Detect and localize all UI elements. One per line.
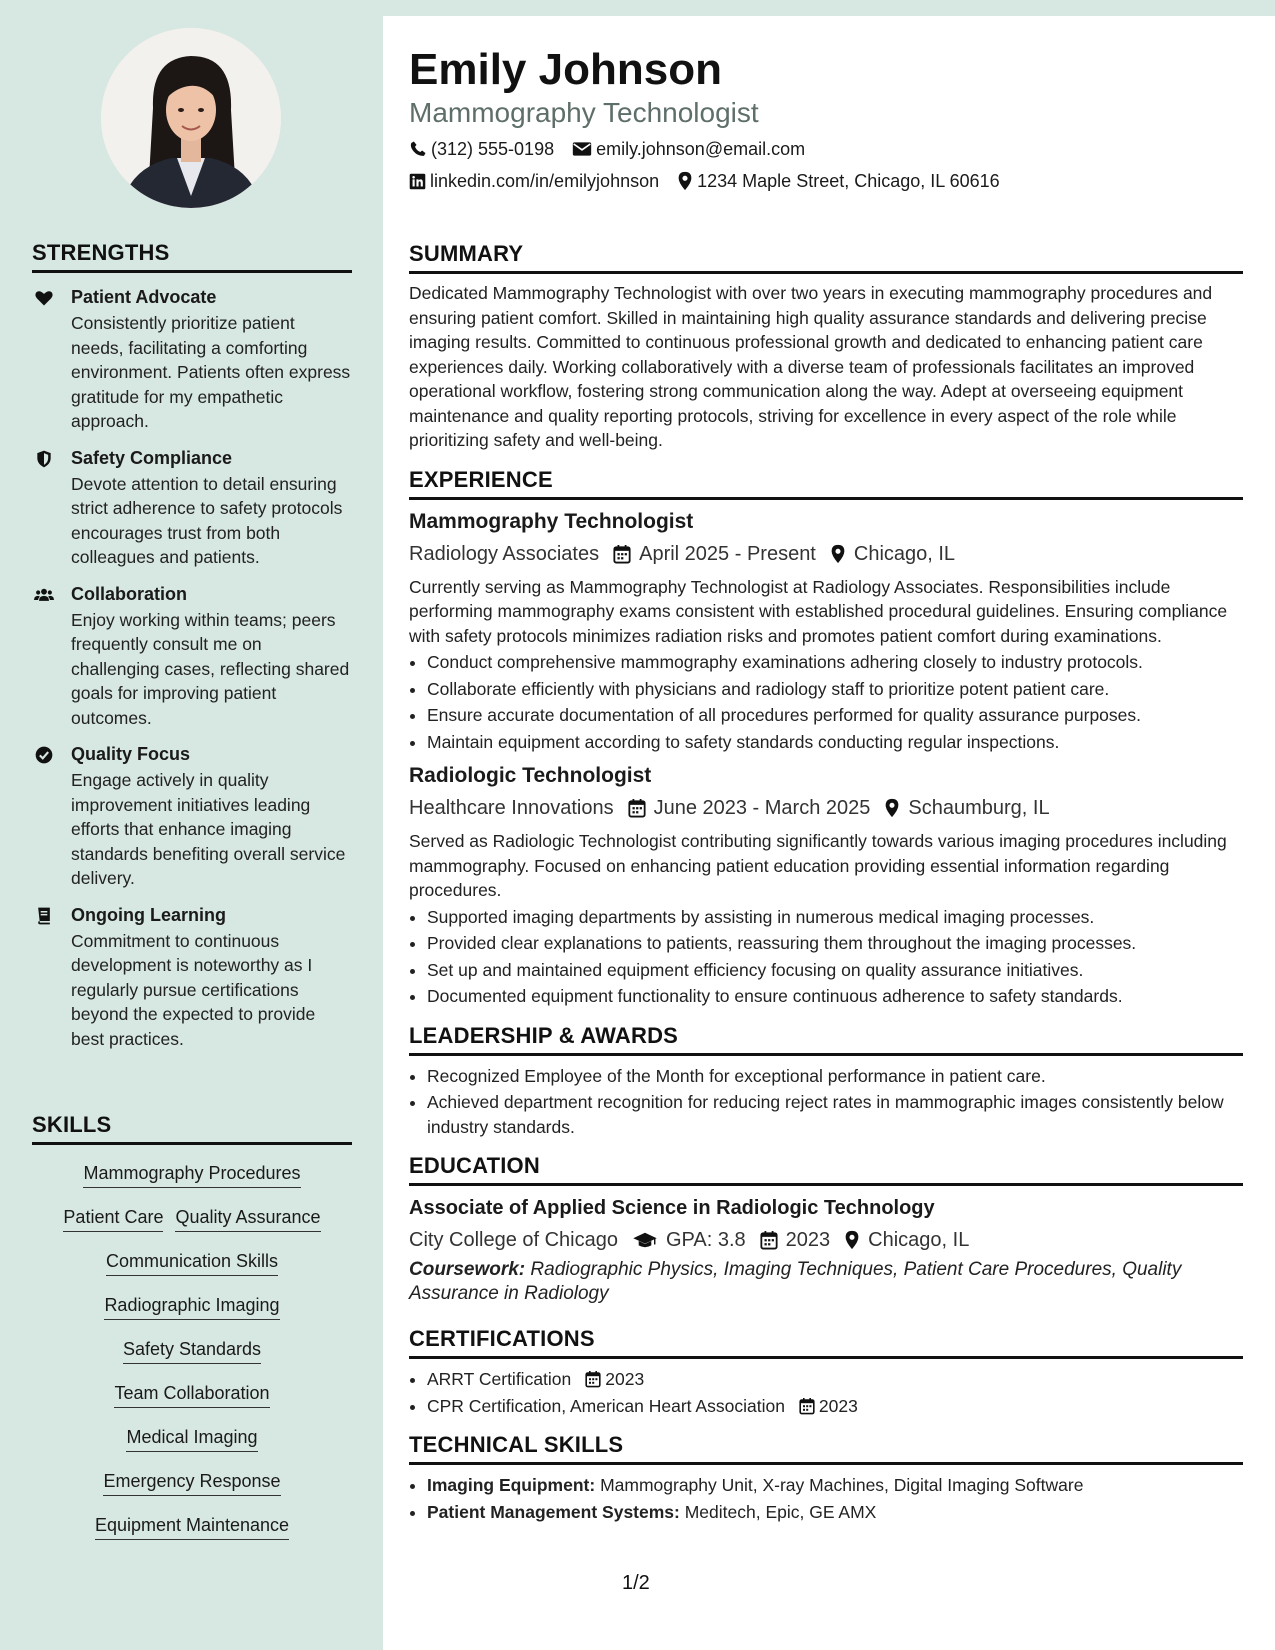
strength-item [32,743,352,891]
profile-photo [101,28,281,208]
leadership-heading: LEADERSHIP & AWARDS [409,1023,1243,1056]
coursework [409,1258,1243,1306]
calendar-icon [760,1230,778,1250]
email-text: emily.johnson@email.com [596,139,806,159]
strength-item [32,447,352,570]
skill-tag: Communication Skills [106,1249,278,1276]
strength-title: Quality Focus [71,744,191,764]
skill-tag: Quality Assurance [175,1205,320,1232]
education-meta [409,1226,1243,1254]
shield-icon [34,449,54,469]
job-description: Currently serving as Mammography Technologist at Radiology Associates. Responsibilities include performing mammography exams consistent with established procedural guidelines. Ensuring compliance with safety protocols minimizes radiation risks and promotes patient comfort during examinations. [409,576,1228,646]
candidate-title: Mammography Technologist [409,97,759,128]
leadership-item: • Recognized Employee of the Month for exceptional performance in patient care. [427,1064,1243,1089]
phone-contact[interactable] [409,137,554,161]
map-pin-icon [830,544,846,564]
summary-heading: SUMMARY [409,241,1243,274]
technical-skill-label: Imaging Equipment: [427,1475,596,1495]
summary-section [409,241,1243,453]
leadership-list [409,1064,1243,1140]
coursework-text: Radiographic Physics, Imaging Techniques, Patient Care Procedures, Quality Assurance in Radiology [409,1259,1182,1304]
strength-title: Ongoing Learning [71,904,226,925]
profile-photo-illustration [101,28,281,208]
technical-skill-item [427,1473,1243,1498]
education-heading: EDUCATION [409,1153,1243,1186]
candidate-name: Emily Johnson [409,45,722,94]
job-title: Radiologic Technologist [409,764,652,787]
education-year [760,1226,831,1254]
certifications-section [409,1326,1243,1418]
job-location [884,794,1049,822]
degree-title: Associate of Applied Science in Radiologic Technology [409,1197,935,1219]
certifications-heading: CERTIFICATIONS [409,1326,1243,1359]
job-location-text: Schaumburg, IL [908,797,1050,819]
graduation-cap-icon [632,1231,658,1249]
education-section [409,1153,1243,1306]
job-bullet: • Ensure accurate documentation of all procedures performed for quality assurance purposes. [427,703,1243,728]
skill-tag: Emergency Response [103,1469,280,1496]
certification-name: • CPR Certification, American Heart Association [427,1395,785,1416]
linkedin-contact[interactable] [409,169,659,193]
check-circle-icon [34,745,54,765]
education-location-text: Chicago, IL [868,1229,970,1251]
job-location [830,540,955,568]
strength-title: Collaboration [71,583,187,604]
users-icon [34,585,54,605]
certification-item [427,1394,1243,1419]
school-name: City College of Chicago [409,1229,618,1251]
strength-item [32,286,352,434]
experience-section [409,467,1243,1009]
certification-year: 2023 [605,1369,645,1389]
strength-title: Patient Advocate [71,287,217,307]
job-bullet: • Provided clear explanations to patients, reassuring them throughout the imaging processes. [427,931,1243,956]
job-dates [628,794,871,822]
strengths-heading: STRENGTHS [32,240,352,273]
skill-tag: Patient Care [63,1205,163,1232]
map-pin-icon [677,171,693,191]
strengths-section [32,240,352,1051]
certification-name: • ARRT Certification [427,1369,572,1389]
job-bullet: • Documented equipment functionality to ensure continuous adherence to safety standards. [427,984,1243,1009]
job-bullet: • Set up and maintained equipment efficiency focusing on quality assurance initiatives. [427,958,1243,983]
strength-desc: Commitment to continuous development is noteworthy as I regularly pursue certifications beyond the expected to provide best practices. [71,930,316,1049]
job-dates [613,540,816,568]
technical-skill-label: Patient Management Systems: [427,1501,680,1522]
phone-icon [409,140,427,158]
job-bullet: • Collaborate efficiently with physicians and radiology staff to prioritize potent patient care. [427,677,1243,702]
phone-text: (312) 555-0198 [431,139,555,159]
technical-skills-list [409,1473,1243,1524]
main-content [383,16,1275,1650]
book-icon [34,906,54,926]
heart-icon [34,288,54,308]
contact-row [409,137,1243,161]
job-description: Served as Radiologic Technologist contributing significantly towards various imaging procedures including mammography. Focused on enhancing patient education providing essential information regarding procedures. [409,831,1227,900]
linkedin-icon [409,173,426,190]
calendar-icon [628,798,646,818]
skill-tag: Safety Standards [123,1337,261,1364]
strength-item [32,583,352,731]
calendar-icon [799,1397,815,1415]
leadership-section [409,1023,1243,1140]
email-contact[interactable] [572,137,805,161]
summary-text: Dedicated Mammography Technologist with over two years in executing mammography procedures and ensuring patient comfort. Skilled in maintaining high quality assurance standards and delivering precise imaging results. Committed to continuous professional growth and dedicated to enhancing patient care experiences daily. Working collaboratively with a diverse team of professionals facilitates an improved operational workflow, fostering strong communication along the way. Adept at overseeing equipment maintenance and quality reporting protocols, striving for excellence in every aspect of the role while prioritizing safety and well-being. [409,283,1213,450]
technical-skill-item [427,1500,1243,1525]
education-location [844,1226,969,1254]
job-bullets [409,650,1243,754]
skills-section [32,1112,352,1557]
contact-row [409,169,1243,193]
job-company: Healthcare Innovations [409,797,614,819]
leadership-item: • Achieved department recognition for reducing reject rates in mammographic images consistently below industry standards. [427,1090,1243,1139]
job-meta [409,794,1243,822]
strength-desc: Engage actively in quality improvement initiatives leading efforts that enhance imaging standards benefiting overall service delivery. [71,770,346,888]
skills-heading: SKILLS [32,1112,352,1145]
linkedin-text: linkedin.com/in/emilyjohnson [430,171,660,191]
job-company: Radiology Associates [409,542,600,565]
coursework-label: Coursework: [409,1259,526,1280]
technical-skills-section [409,1432,1243,1524]
technical-skill-value: Mammography Unit, X-ray Machines, Digital Imaging Software [595,1475,1084,1495]
strength-desc: Enjoy working within teams; peers frequently consult me on challenging cases, reflecting shared goals for improving patient outcomes. [71,609,350,728]
technical-skills-heading: TECHNICAL SKILLS [409,1432,1243,1465]
skill-tag: Mammography Procedures [83,1161,300,1188]
job-bullet: • Maintain equipment according to safety standards conducting regular inspections. [427,730,1243,755]
strength-title: Safety Compliance [71,447,233,468]
job-dates-text: April 2025 - Present [639,542,816,565]
address-text: 1234 Maple Street, Chicago, IL 60616 [697,171,1000,191]
calendar-icon [613,544,631,564]
page-number: 1/2 [622,1572,650,1594]
strength-desc: Consistently prioritize patient needs, facilitating a comforting environment. Patients often express gratitude for my empathetic approach. [71,313,351,431]
job-meta [409,540,1243,568]
map-pin-icon [844,1230,860,1250]
gpa [632,1226,746,1254]
sidebar [0,0,383,1650]
education-year-text: 2023 [785,1229,831,1251]
job-bullet: • Conduct comprehensive mammography examinations adhering closely to industry protocols. [427,650,1243,675]
skills-list [32,1161,352,1540]
job-entry [409,508,1243,755]
skill-tag: Team Collaboration [114,1381,269,1408]
experience-heading: EXPERIENCE [409,467,1243,500]
job-dates-text: June 2023 - March 2025 [653,797,871,819]
certifications-list [409,1367,1243,1418]
skill-tag: Radiographic Imaging [104,1293,279,1320]
envelope-icon [572,141,592,157]
job-bullets [409,905,1243,1009]
job-entry [409,762,1243,1009]
job-bullet: • Supported imaging departments by assisting in numerous medical imaging processes. [427,905,1243,930]
gpa-text: GPA: 3.8 [666,1229,746,1251]
skill-tag: Medical Imaging [126,1425,257,1452]
technical-skill-value: Meditech, Epic, GE AMX [679,1501,877,1522]
address-contact [677,169,1000,193]
calendar-icon [585,1370,601,1388]
strength-item [32,904,352,1052]
strength-desc: Devote attention to detail ensuring strict adherence to safety protocols encourages trust from both colleagues and patients. [71,473,343,567]
job-title: Mammography Technologist [409,509,694,533]
certification-year: 2023 [818,1395,858,1416]
certification-item [427,1367,1243,1392]
job-location-text: Chicago, IL [853,542,956,565]
skill-tag: Equipment Maintenance [95,1513,289,1540]
map-pin-icon [884,798,900,818]
